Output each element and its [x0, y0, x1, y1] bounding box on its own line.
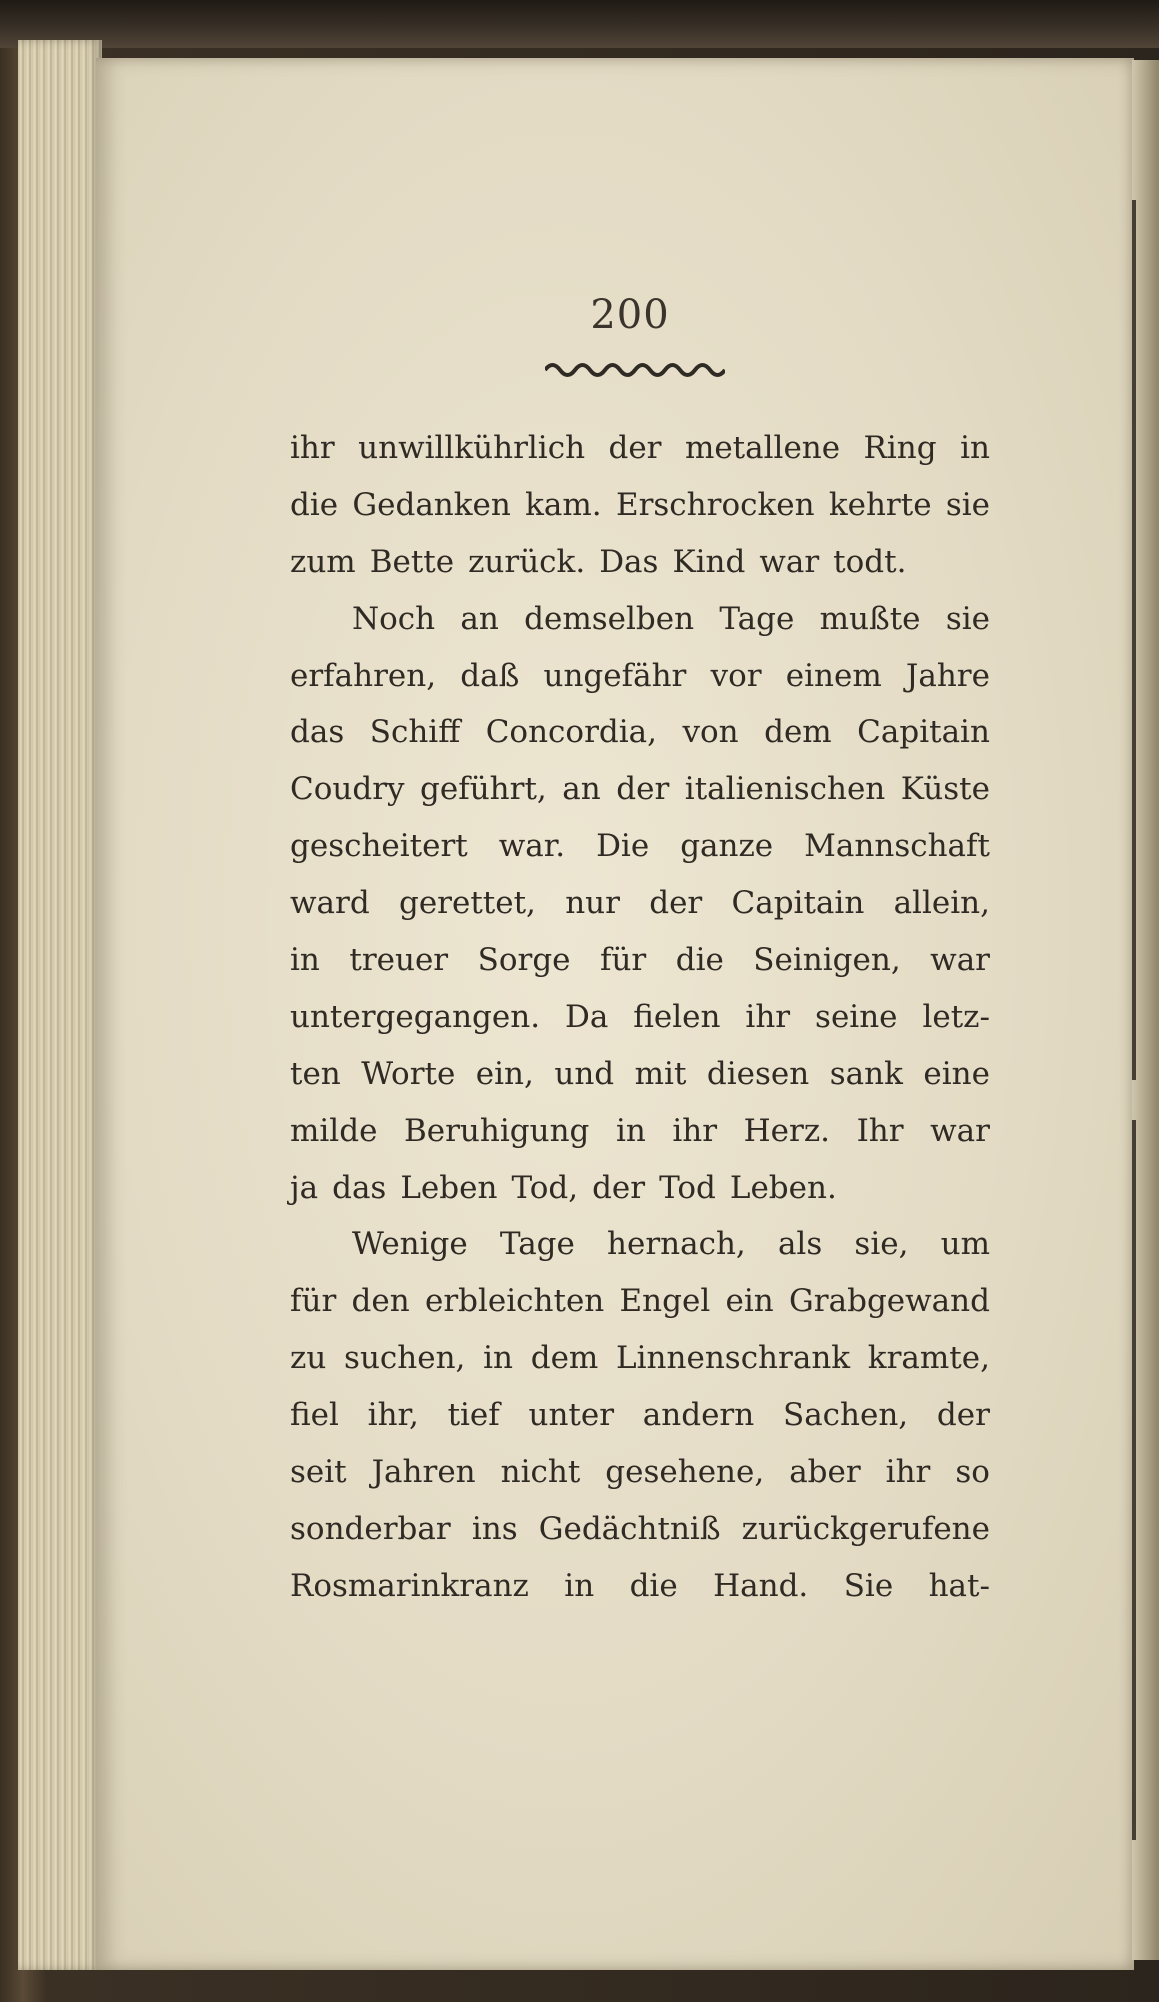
text-word: Gedanken: [352, 486, 511, 523]
text-word: dem: [530, 1340, 599, 1377]
text-word: kehrte: [828, 486, 932, 523]
text-word: unter: [528, 1397, 615, 1434]
text-word: ganze: [680, 828, 774, 865]
text-word: nicht: [500, 1454, 581, 1491]
text-line: [290, 761, 990, 818]
page-stack-edge: [18, 40, 102, 1970]
text-word: war.: [498, 828, 566, 865]
text-word: metallene: [684, 430, 841, 466]
text-line: [290, 704, 990, 761]
text-word: Schiff: [369, 714, 461, 751]
text-word: um: [940, 1226, 990, 1263]
text-word: erbleichten: [424, 1283, 605, 1320]
text-word: ihr: [745, 998, 791, 1035]
text-word: den: [351, 1283, 410, 1320]
text-word: kam.: [525, 486, 602, 523]
text-word: an: [562, 771, 601, 808]
text-word: gerettet,: [398, 885, 536, 922]
page-number: 200: [590, 292, 670, 338]
text-word: kramte,: [867, 1340, 990, 1377]
text-word: der: [608, 430, 662, 466]
text-word: ein: [725, 1283, 774, 1320]
text-word: hat-: [928, 1567, 990, 1604]
text-word: ihr: [885, 1454, 931, 1491]
text-word: Jahren: [371, 1454, 476, 1491]
text-word: Worte: [361, 1055, 456, 1092]
text-line: [290, 818, 990, 875]
text-word: demselben: [524, 600, 695, 637]
text-word: Ihr: [856, 1112, 904, 1149]
text-word: seine: [815, 998, 898, 1035]
text-word: suchen,: [344, 1340, 466, 1377]
text-word: hernach,: [607, 1226, 746, 1263]
text-word: Kind: [672, 543, 746, 580]
book-top-edge: [0, 0, 1159, 48]
text-word: Grabgewand: [789, 1283, 990, 1320]
text-word: gesehene,: [605, 1454, 765, 1491]
text-word: so: [955, 1454, 990, 1491]
text-word: war: [759, 543, 820, 580]
text-word: sank: [829, 1055, 903, 1092]
text-word: zu: [290, 1340, 327, 1377]
text-word: Tod: [659, 1169, 716, 1206]
text-word: eine: [923, 1055, 990, 1092]
text-word: zum: [290, 543, 356, 580]
text-word: seit: [290, 1454, 347, 1491]
text-word: Ring: [863, 430, 937, 466]
text-word: fiel: [290, 1397, 339, 1434]
text-word: Leben.: [729, 1169, 837, 1206]
text-word: in: [960, 430, 990, 466]
text-word: sonderbar: [290, 1510, 451, 1547]
text-word: Mannschaft: [804, 828, 990, 865]
text-word: das: [332, 1169, 387, 1206]
text-word: Tage: [719, 600, 795, 637]
text-line: [290, 420, 990, 477]
text-word: nur: [565, 885, 620, 922]
text-word: zurück.: [468, 543, 586, 580]
text-word: ihr: [290, 430, 335, 466]
text-word: Da: [564, 998, 609, 1035]
text-word: ja: [290, 1169, 319, 1206]
text-word: ihr,: [367, 1397, 419, 1434]
text-line: [290, 932, 990, 989]
text-word: ten: [290, 1055, 341, 1092]
text-line: [290, 477, 990, 534]
text-word: Tod,: [511, 1169, 579, 1206]
text-word: daß: [460, 657, 520, 694]
text-line: [290, 1046, 990, 1103]
text-word: die: [675, 942, 724, 979]
text-word: letz-: [922, 998, 990, 1035]
text-word: vor: [710, 657, 762, 694]
text-word: fielen: [633, 998, 721, 1035]
text-word: sie: [945, 486, 990, 523]
text-word: Seinigen,: [753, 942, 901, 979]
facing-page-edge: [1132, 60, 1159, 1960]
text-word: mußte: [819, 600, 921, 637]
text-word: aber: [789, 1454, 861, 1491]
text-word: die: [290, 486, 339, 523]
text-word: dem: [764, 714, 832, 751]
text-word: gescheitert: [290, 828, 468, 865]
text-word: unwillkührlich: [358, 430, 586, 466]
text-word: Küste: [900, 771, 990, 808]
text-word: in: [615, 1112, 646, 1149]
text-word: ins: [471, 1510, 518, 1547]
text-word: Tage: [499, 1226, 575, 1263]
text-line: [290, 1444, 990, 1501]
text-word: an: [460, 600, 499, 637]
text-word: Sorge: [477, 942, 571, 979]
text-line: [290, 989, 990, 1046]
text-word: für: [290, 1283, 337, 1320]
text-line: [290, 1103, 990, 1160]
text-word: war: [930, 1112, 990, 1149]
text-word: Capitain: [857, 714, 990, 751]
text-word: einem: [785, 657, 882, 694]
text-word: zurückgerufene: [741, 1510, 990, 1547]
text-word: und: [554, 1055, 615, 1092]
text-word: Die: [596, 828, 650, 865]
text-word: der: [592, 1169, 646, 1206]
text-word: für: [599, 942, 647, 979]
text-word: die: [629, 1567, 678, 1604]
text-word: in: [483, 1340, 514, 1377]
text-word: tief: [447, 1397, 500, 1434]
text-word: ein,: [475, 1055, 534, 1092]
text-word: ihr: [672, 1112, 718, 1149]
text-line: [290, 875, 990, 932]
text-word: andern: [642, 1397, 755, 1434]
body-text: [290, 420, 990, 1615]
text-line: [290, 1273, 990, 1330]
text-word: in: [290, 942, 320, 979]
text-word: Leben: [400, 1169, 498, 1206]
text-word: Jahre: [905, 657, 990, 694]
text-word: ward: [290, 885, 370, 922]
text-word: Coudry: [290, 771, 405, 808]
text-word: Gedächtniß: [538, 1510, 721, 1547]
text-line: [290, 648, 990, 705]
text-word: Hand.: [713, 1567, 809, 1604]
text-word: milde: [290, 1112, 378, 1149]
header-ornament: [545, 360, 725, 380]
text-word: diesen: [706, 1055, 810, 1092]
text-line: [290, 1558, 990, 1615]
text-word: treuer: [349, 942, 449, 979]
text-word: Herz.: [743, 1112, 831, 1149]
text-word: in: [564, 1567, 595, 1604]
text-line: [290, 534, 990, 591]
text-word: Bette: [369, 543, 455, 580]
text-word: Beruhigung: [403, 1112, 590, 1149]
text-line: [290, 1501, 990, 1558]
text-word: Das: [599, 543, 659, 580]
text-word: sie,: [854, 1226, 909, 1263]
text-line: [290, 1216, 990, 1273]
text-line: [290, 1160, 990, 1217]
text-word: der: [649, 885, 703, 922]
text-word: Sachen,: [782, 1397, 909, 1434]
text-line: [290, 1330, 990, 1387]
text-word: das: [290, 714, 345, 751]
text-word: Engel: [619, 1283, 711, 1320]
text-word: allein,: [893, 885, 990, 922]
text-word: geführt,: [420, 771, 547, 808]
text-word: Concordia,: [485, 714, 657, 751]
text-word: mit: [634, 1055, 687, 1092]
text-line: [290, 1387, 990, 1444]
text-word: von: [682, 714, 739, 751]
text-word: der: [936, 1397, 990, 1434]
text-word: Capitain: [731, 885, 865, 922]
text-word: Linnenschrank: [616, 1340, 851, 1377]
text-word: Noch: [352, 600, 436, 637]
text-word: sie: [945, 600, 990, 637]
text-word: erfahren,: [290, 657, 437, 694]
text-word: ungefähr: [543, 657, 687, 694]
text-word: Rosmarinkranz: [290, 1567, 529, 1604]
text-word: Sie: [843, 1567, 894, 1604]
text-word: untergegangen.: [290, 998, 541, 1035]
text-word: todt.: [833, 543, 907, 580]
text-word: als: [777, 1226, 823, 1263]
text-word: Wenige: [352, 1226, 468, 1263]
text-word: der: [616, 771, 670, 808]
text-line: [290, 591, 990, 648]
text-word: war: [930, 942, 990, 979]
text-word: italienischen: [684, 771, 886, 808]
text-word: Erschrocken: [615, 486, 815, 523]
